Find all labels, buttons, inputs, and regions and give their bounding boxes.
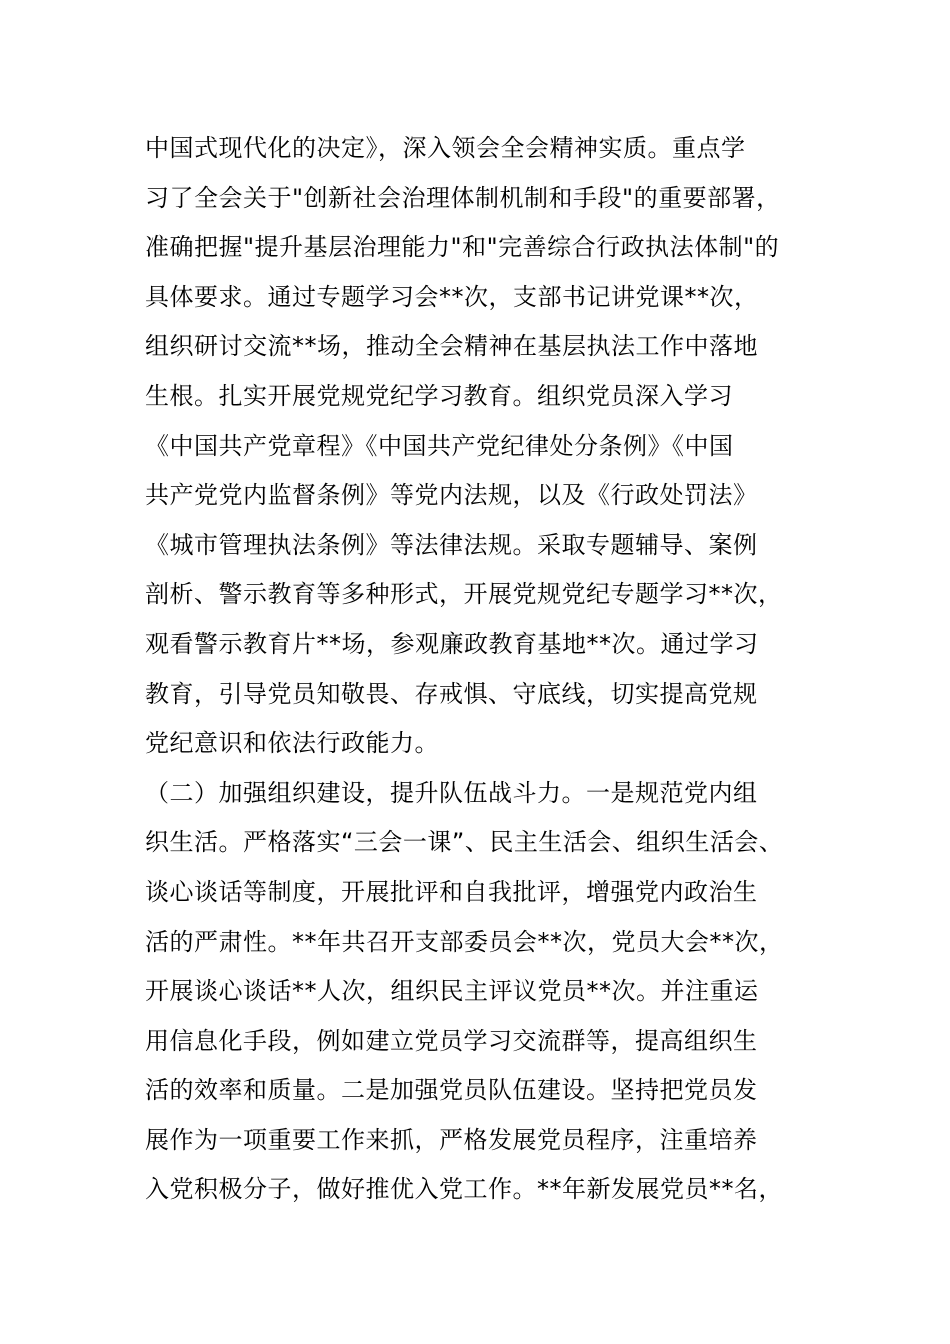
text-line: 用信息化手段，例如建立党员学习交流群等，提高组织生 xyxy=(145,1026,758,1055)
text-line: 组织研讨交流**场，推动全会精神在基层执法工作中落地 xyxy=(145,332,758,361)
text-line: 中国式现代化的决定》，深入领会全会精神实质。重点学 xyxy=(145,134,746,162)
text-line: 活的严肃性。**年共召开支部委员会**次，党员大会**次， xyxy=(145,927,784,956)
text-line: 入党积极分子，做好推优入党工作。**年新发展党员**名， xyxy=(145,1175,783,1204)
text-line: 教育，引导党员知敬畏、存戒惧、守底线，切实提高党规 xyxy=(145,679,758,708)
text-line: 织生活。严格落实“三会一课”、民主生活会、组织生活会、 xyxy=(145,828,784,857)
text-line: 展作为一项重要工作来抓，严格发展党员程序，注重培养 xyxy=(145,1125,758,1154)
text-line: 《城市管理执法条例》等法律法规。采取专题辅导、案例 xyxy=(145,530,758,559)
text-line: 开展谈心谈话**人次，组织民主评议党员**次。并注重运 xyxy=(145,977,759,1006)
body-text xyxy=(145,124,845,1215)
text-line: 剖析、警示教育等多种形式，开展党规党纪专题学习**次， xyxy=(145,580,783,609)
text-line: 具体要求。通过专题学习会**次，支部书记讲党课**次， xyxy=(145,282,759,311)
text-line: 活的效率和质量。二是加强党员队伍建设。坚持把党员发 xyxy=(145,1076,758,1105)
text-line: 谈心谈话等制度，开展批评和自我批评，增强党内政治生 xyxy=(145,877,758,906)
text-line: 共产党党内监督条例》等党内法规，以及《行政处罚法》 xyxy=(145,481,758,510)
text-line: 《中国共产党章程》《中国共产党纪律处分条例》《中国 xyxy=(145,431,734,460)
text-line: 习了全会关于"创新社会治理体制机制和手段"的重要部署， xyxy=(145,183,781,212)
section-heading-line: （二）加强组织建设，提升队伍战斗力。一是规范党内组 xyxy=(145,778,758,807)
text-line: 党纪意识和依法行政能力。 xyxy=(145,729,439,758)
text-line: 观看警示教育片**场，参观廉政教育基地**次。通过学习 xyxy=(145,629,759,658)
text-line: 生根。扎实开展党规党纪学习教育。组织党员深入学习 xyxy=(145,381,733,410)
text-line: 准确把握"提升基层治理能力"和"完善综合行政执法体制"的 xyxy=(145,233,780,262)
